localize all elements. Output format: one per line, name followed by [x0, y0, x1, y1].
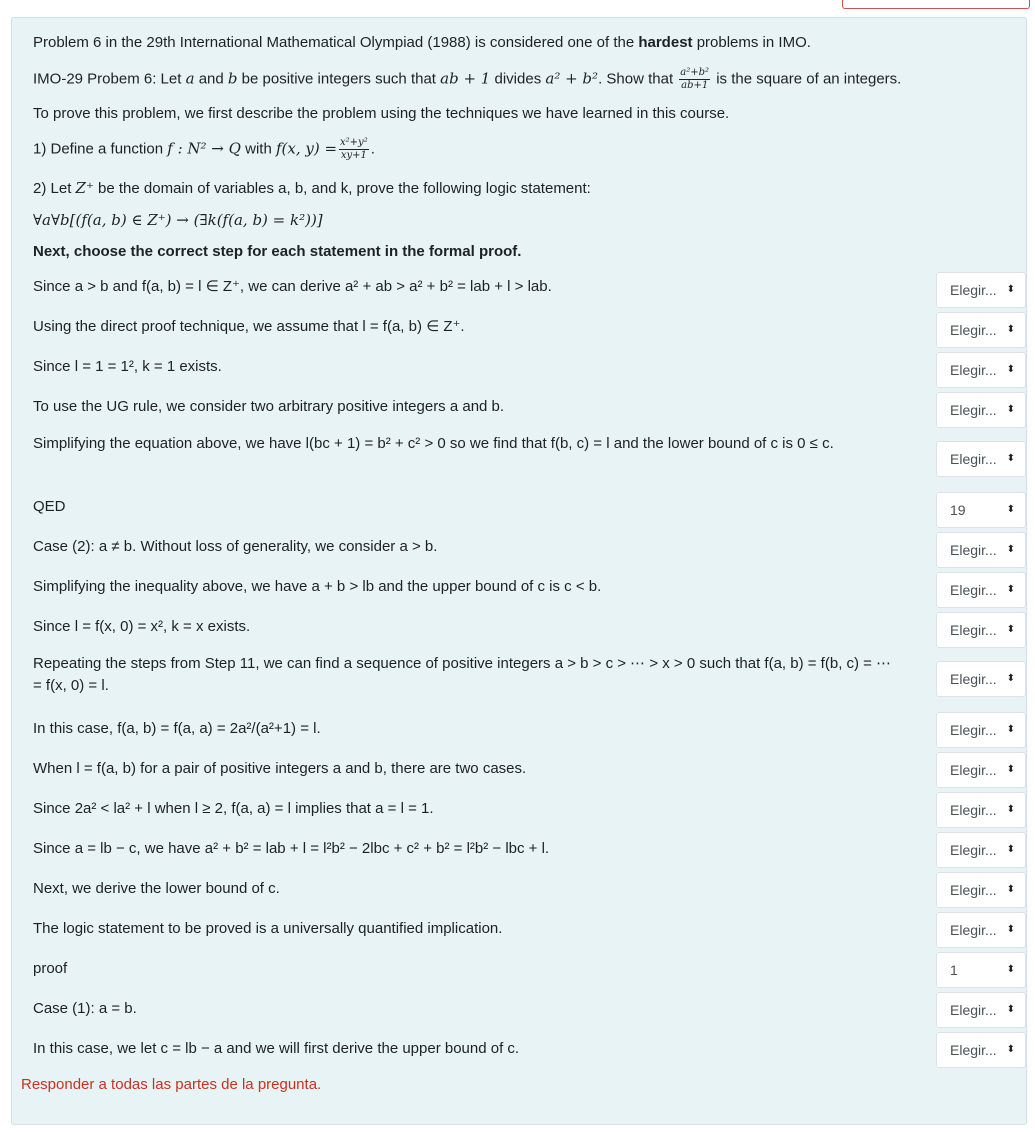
- step-select[interactable]: [936, 352, 1026, 388]
- updown-chevron-icon: ⬍: [1006, 364, 1015, 375]
- proof-statement-text: Next, we derive the lower bound of c.: [33, 880, 280, 897]
- step-select[interactable]: [936, 492, 1026, 528]
- step-select[interactable]: [936, 832, 1026, 868]
- step-select[interactable]: [936, 312, 1026, 348]
- proof-statement-text: Repeating the steps from Step 11, we can find a sequence of positive integers a > b > c > ⋯ > x > 0 such that f(a, b) = f(b, c) = ⋯ = f(x, 0) = l.: [33, 655, 892, 694]
- proof-statement-text: Using the direct proof technique, we assume that l = f(a, b) ∈ Z⁺.: [33, 318, 465, 335]
- updown-chevron-icon: ⬍: [1006, 804, 1015, 815]
- proof-statement-text: To use the UG rule, we consider two arbitrary positive integers a and b.: [33, 398, 505, 415]
- step-select[interactable]: [936, 661, 1026, 697]
- updown-chevron-icon: ⬍: [1006, 673, 1015, 684]
- updown-chevron-icon: ⬍: [1006, 584, 1015, 595]
- proof-statement-text: proof: [33, 960, 68, 977]
- updown-chevron-icon: ⬍: [1006, 544, 1015, 555]
- step-select[interactable]: [936, 272, 1026, 308]
- updown-chevron-icon: ⬍: [1006, 884, 1015, 895]
- proof-statement-text: Since l = f(x, 0) = x², k = x exists.: [33, 618, 251, 635]
- updown-chevron-icon: ⬍: [1006, 844, 1015, 855]
- updown-chevron-icon: ⬍: [1006, 624, 1015, 635]
- step-select[interactable]: [936, 532, 1026, 568]
- proof-statement-text: Since l = 1 = 1², k = 1 exists.: [33, 358, 222, 375]
- step-select-value: Elegir...: [950, 762, 997, 778]
- proof-statement-text: Case (1): a = b.: [33, 1000, 137, 1017]
- updown-chevron-icon: ⬍: [1006, 924, 1015, 935]
- intro-line-5: 2) Let Z⁺ be the domain of variables a, b, and k, prove the following logic statement:: [33, 179, 591, 197]
- updown-chevron-icon: ⬍: [1006, 404, 1015, 415]
- step-select[interactable]: [936, 572, 1026, 608]
- updown-chevron-icon: ⬍: [1006, 324, 1015, 335]
- step-select[interactable]: [936, 792, 1026, 828]
- step-select-value: Elegir...: [950, 322, 997, 338]
- step-select-value: Elegir...: [950, 922, 997, 938]
- proof-statement-text: Since a = lb − c, we have a² + b² = lab + l = l²b² − 2lbc + c² + b² = l²b² − lbc + l.: [33, 840, 550, 857]
- proof-statement-text: Simplifying the inequality above, we have a + b > lb and the upper bound of c is c < b.: [33, 578, 602, 595]
- intro-line-3: To prove this problem, we first describe the problem using the techniques we have learned in this course.: [33, 105, 730, 122]
- step-select[interactable]: [936, 912, 1026, 948]
- proof-statement-text: When l = f(a, b) for a pair of positive integers a and b, there are two cases.: [33, 760, 527, 777]
- instruction: Next, choose the correct step for each statement in the formal proof.: [33, 243, 522, 260]
- proof-statement-text: QED: [33, 498, 66, 515]
- proof-statement-text: Simplifying the equation above, we have l(bc + 1) = b² + c² > 0 so we find that f(b, c) = l and the lower bound of c is 0 ≤ c.: [33, 435, 834, 452]
- logic-statement: ∀a∀b[(f(a, b) ∈ Z⁺) → (∃k(f(a, b) = k²))]: [33, 211, 323, 229]
- step-select[interactable]: [936, 872, 1026, 908]
- step-select-value: Elegir...: [950, 722, 997, 738]
- step-select-value: Elegir...: [950, 671, 997, 687]
- validation-warning: Responder a todas las partes de la pregunta.: [21, 1076, 322, 1093]
- step-select-value: Elegir...: [950, 582, 997, 598]
- intro-line-4: 1) Define a function f : N² → Q with f(x, y) = $\frac{\text{x²+y²}}{xy+1}$ .: [33, 137, 375, 161]
- question-card: [11, 17, 1027, 1125]
- step-select-value: 1: [950, 962, 958, 978]
- step-select-value: Elegir...: [950, 451, 997, 467]
- updown-chevron-icon: ⬍: [1006, 453, 1015, 464]
- step-select[interactable]: [936, 752, 1026, 788]
- step-select-value: Elegir...: [950, 542, 997, 558]
- step-select[interactable]: [936, 712, 1026, 748]
- proof-statement-text: Since a > b and f(a, b) = l ∈ Z⁺, we can derive a² + ab > a² + b² = lab + l > lab.: [33, 278, 552, 295]
- updown-chevron-icon: ⬍: [1006, 1044, 1015, 1055]
- step-select-value: Elegir...: [950, 1002, 997, 1018]
- step-select[interactable]: [936, 1032, 1026, 1068]
- emphasis-hardest: hardest: [638, 34, 693, 51]
- top-partial-box: [842, 0, 1030, 9]
- step-select-value: Elegir...: [950, 622, 997, 638]
- updown-chevron-icon: ⬍: [1006, 504, 1015, 515]
- step-select-value: Elegir...: [950, 402, 997, 418]
- step-select-value: Elegir...: [950, 362, 997, 378]
- updown-chevron-icon: ⬍: [1006, 964, 1015, 975]
- proof-statement-text: In this case, f(a, b) = f(a, a) = 2a²/(a²+1) = l.: [33, 720, 321, 737]
- proof-statement-text: The logic statement to be proved is a universally quantified implication.: [33, 920, 503, 937]
- step-select-value: Elegir...: [950, 882, 997, 898]
- updown-chevron-icon: ⬍: [1006, 764, 1015, 775]
- step-select[interactable]: [936, 952, 1026, 988]
- step-select[interactable]: [936, 441, 1026, 477]
- step-select-value: Elegir...: [950, 282, 997, 298]
- updown-chevron-icon: ⬍: [1006, 1004, 1015, 1015]
- step-select-value: 19: [950, 502, 966, 518]
- updown-chevron-icon: ⬍: [1006, 724, 1015, 735]
- step-select[interactable]: [936, 392, 1026, 428]
- proof-statement-text: In this case, we let c = lb − a and we will first derive the upper bound of c.: [33, 1040, 520, 1057]
- fraction: $\frac{\text{a²+b²}}{ab+1}$: [680, 67, 710, 91]
- intro-line-2: IMO-29 Probem 6: Let a and b be positive integers such that ab + 1 divides a² + b². Show that $\frac{\text{a²+b²}}{ab+1}$ is the square of an integers.: [33, 67, 902, 91]
- intro-line-1: Problem 6 in the 29th International Mathematical Olympiad (1988) is considered one of the hardest problems in IMO.: [33, 34, 811, 51]
- step-select[interactable]: [936, 992, 1026, 1028]
- step-select-value: Elegir...: [950, 802, 997, 818]
- step-select-value: Elegir...: [950, 842, 997, 858]
- updown-chevron-icon: ⬍: [1006, 284, 1015, 295]
- fraction: $\frac{\text{x²+y²}}{xy+1}$: [340, 137, 368, 161]
- proof-statement-text: Since 2a² < la² + l when l ≥ 2, f(a, a) = l implies that a = l = 1.: [33, 800, 434, 817]
- step-select-value: Elegir...: [950, 1042, 997, 1058]
- proof-statement-text: Case (2): a ≠ b. Without loss of generality, we consider a > b.: [33, 538, 438, 555]
- step-select[interactable]: [936, 612, 1026, 648]
